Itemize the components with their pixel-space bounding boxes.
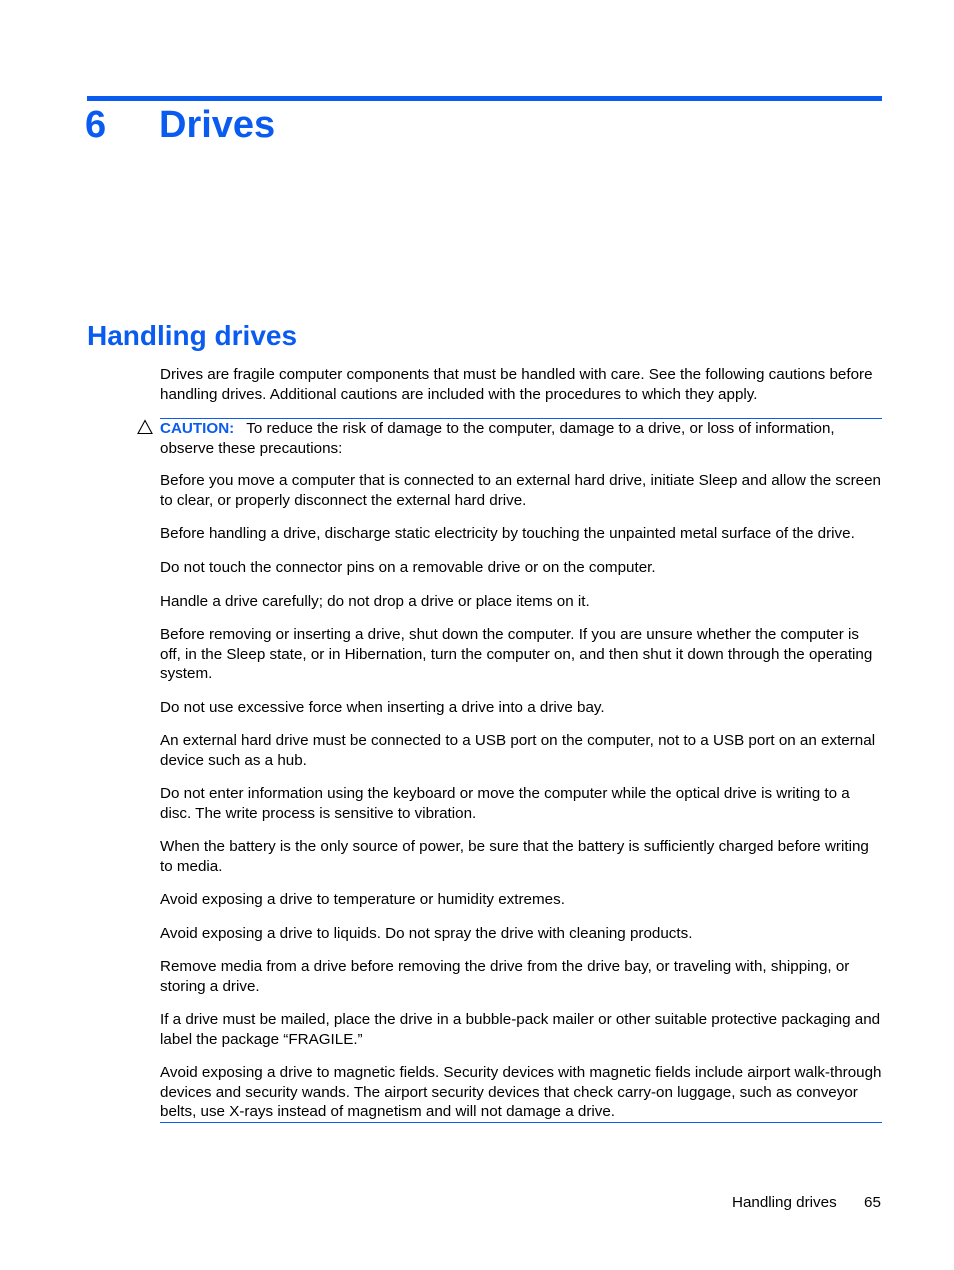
caution-item: Before handling a drive, discharge static electricity by touching the unpainted metal surface of the drive. bbox=[160, 525, 855, 542]
warning-triangle-icon bbox=[137, 419, 153, 435]
intro-paragraph: Drives are fragile computer components that must be handled with care. See the following cautions before handling drives. Additional cautions are included with the procedures to which they apply. bbox=[160, 366, 873, 403]
caution-item: Before removing or inserting a drive, shut down the computer. If you are unsure whether the computer is off, in the Sleep state, or in Hibernation, turn the computer on, and then shut it down through the operating system. bbox=[160, 626, 873, 683]
caution-lead: To reduce the risk of damage to the computer, damage to a drive, or loss of information, observe these precautions: bbox=[160, 420, 835, 457]
page-number: 65 bbox=[864, 1194, 881, 1211]
caution-item: Avoid exposing a drive to temperature or humidity extremes. bbox=[160, 891, 565, 908]
caution-label: CAUTION: bbox=[160, 420, 235, 437]
chapter-heading bbox=[85, 101, 275, 149]
caution-item: If a drive must be mailed, place the drive in a bubble-pack mailer or other suitable protective packaging and label the package “FRAGILE.” bbox=[160, 1011, 881, 1048]
caution-block bbox=[160, 418, 882, 1123]
section-title: Handling drives bbox=[87, 320, 298, 351]
chapter-title: Drives bbox=[159, 104, 276, 146]
caution-lead-paragraph bbox=[160, 419, 884, 458]
caution-item: Do not use excessive force when inserting a drive into a drive bay. bbox=[160, 699, 605, 716]
caution-item: When the battery is the only source of power, be sure that the battery is sufficiently charged before writing to media. bbox=[160, 838, 869, 875]
caution-item: Avoid exposing a drive to liquids. Do not spray the drive with cleaning products. bbox=[160, 925, 693, 942]
caution-item: Handle a drive carefully; do not drop a drive or place items on it. bbox=[160, 593, 590, 610]
caution-item: Before you move a computer that is connected to an external hard drive, initiate Sleep and allow the screen to clear, or properly disconnect the external hard drive. bbox=[160, 472, 881, 509]
footer-title: Handling drives bbox=[732, 1194, 837, 1211]
caution-item: Do not enter information using the keyboard or move the computer while the optical drive is writing to a disc. The write process is sensitive to vibration. bbox=[160, 785, 850, 822]
caution-item: Remove media from a drive before removing the drive from the drive bay, or traveling with, shipping, or storing a drive. bbox=[160, 958, 850, 995]
caution-item: Avoid exposing a drive to magnetic fields. Security devices with magnetic fields include airport walk-through devices and security wands. The airport security devices that check carry-on luggage, such as conveyor belts, use X-rays instead of magnetism and will not damage a drive. bbox=[160, 1064, 882, 1121]
caution-item: An external hard drive must be connected to a USB port on the computer, not to a USB port on an external device such as a hub. bbox=[160, 732, 876, 769]
chapter-number: 6 bbox=[85, 104, 107, 146]
caution-item: Do not touch the connector pins on a removable drive or on the computer. bbox=[160, 559, 656, 576]
